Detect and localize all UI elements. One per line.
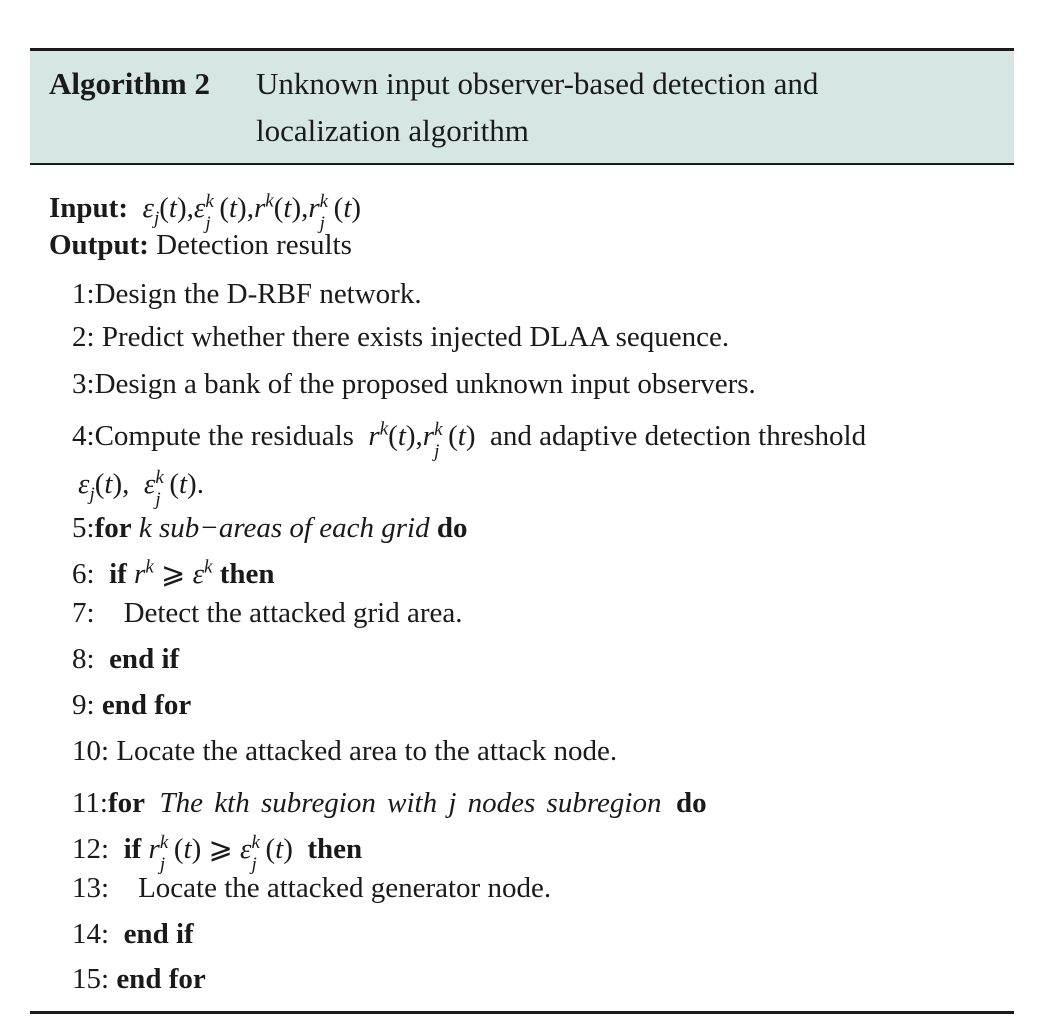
step-text: Predict whether there exists injected DLAA sequence.	[101, 321, 730, 353]
step-text: Locate the attacked generator node.	[138, 872, 552, 904]
step-8	[72, 641, 179, 677]
step-number: 9:	[72, 689, 95, 721]
step-7	[72, 595, 463, 631]
keyword-end-for: end for	[116, 963, 206, 995]
keyword-do: do	[675, 787, 707, 819]
keyword-then: then	[219, 558, 275, 590]
step-text: Design a bank of the proposed unknown input observers.	[94, 368, 756, 400]
output-label: Output:	[49, 229, 149, 261]
step-number: 2:	[72, 321, 95, 353]
step-number: 11:	[72, 787, 108, 819]
keyword-end-for: end for	[101, 689, 192, 721]
step-number: 6:	[72, 558, 95, 590]
keyword-end-if: end if	[109, 643, 180, 675]
step-number: 5:	[72, 512, 95, 544]
step-text-cont: and adaptive detection threshold	[490, 420, 867, 452]
step-6: 6: if $r^k$ ⩾ $\varepsilon^k$ then	[72, 556, 275, 590]
keyword-end-if: end if	[123, 918, 194, 950]
step-11	[72, 785, 707, 821]
step-text: Locate the attacked area to the attack node.	[116, 735, 618, 767]
step-number: 3:	[72, 368, 95, 400]
step-2	[72, 319, 729, 355]
step-text: Compute the residuals	[94, 420, 354, 452]
loop-condition: The kth subregion with j nodes subregion	[159, 787, 662, 819]
step-number: 1:	[72, 278, 95, 310]
step-text: Design the D-RBF network.	[94, 278, 422, 310]
step-number: 15:	[72, 963, 110, 995]
step-number: 8:	[72, 643, 95, 675]
step-4: 4:Compute the residuals $r^k(t),r$ k j (t) and adaptive detection threshold	[72, 418, 867, 462]
step-9	[72, 687, 191, 723]
step-number: 14:	[72, 918, 110, 950]
keyword-do: do	[436, 512, 468, 544]
keyword-then: then	[307, 833, 363, 865]
output-line	[49, 227, 352, 263]
loop-condition: k sub−areas of each grid	[138, 512, 430, 544]
input-line	[49, 190, 362, 234]
algorithm-label: Algorithm 2	[49, 66, 211, 101]
step-13	[72, 870, 551, 906]
step-number: 10:	[72, 735, 110, 767]
step-number: 13:	[72, 872, 110, 904]
step-number: 12:	[72, 833, 110, 865]
input-formula: $\varepsilon_j(t),\varepsilon$ k j $(t),r^k(t),r$ k j (t)	[142, 190, 362, 234]
algorithm-title-line1: Unknown input observer-based detection and	[256, 66, 819, 101]
step-15	[72, 961, 206, 997]
keyword-for: for	[107, 787, 146, 819]
step-number: 7:	[72, 597, 95, 629]
step-14	[72, 916, 194, 952]
step-12: 12: if r k j (t) ⩾ ε k j (t) then	[72, 832, 363, 875]
step-text: Detect the attacked grid area.	[123, 597, 463, 629]
keyword-for: for	[94, 512, 132, 544]
bottom-rule	[30, 1011, 1014, 1014]
step-1	[72, 276, 422, 312]
step-10	[72, 733, 617, 769]
step-3	[72, 366, 756, 402]
header-rule	[30, 163, 1014, 165]
keyword-if: if	[123, 833, 142, 865]
keyword-if: if	[109, 558, 127, 590]
step-4-cont: $\varepsilon_j(t)$, ε k j (t).	[78, 467, 204, 510]
input-label: Input:	[49, 192, 128, 224]
algorithm-title-line2: localization algorithm	[256, 113, 529, 148]
step-number: 4:	[72, 420, 95, 452]
step-5	[72, 510, 467, 546]
output-value: Detection results	[156, 229, 352, 261]
